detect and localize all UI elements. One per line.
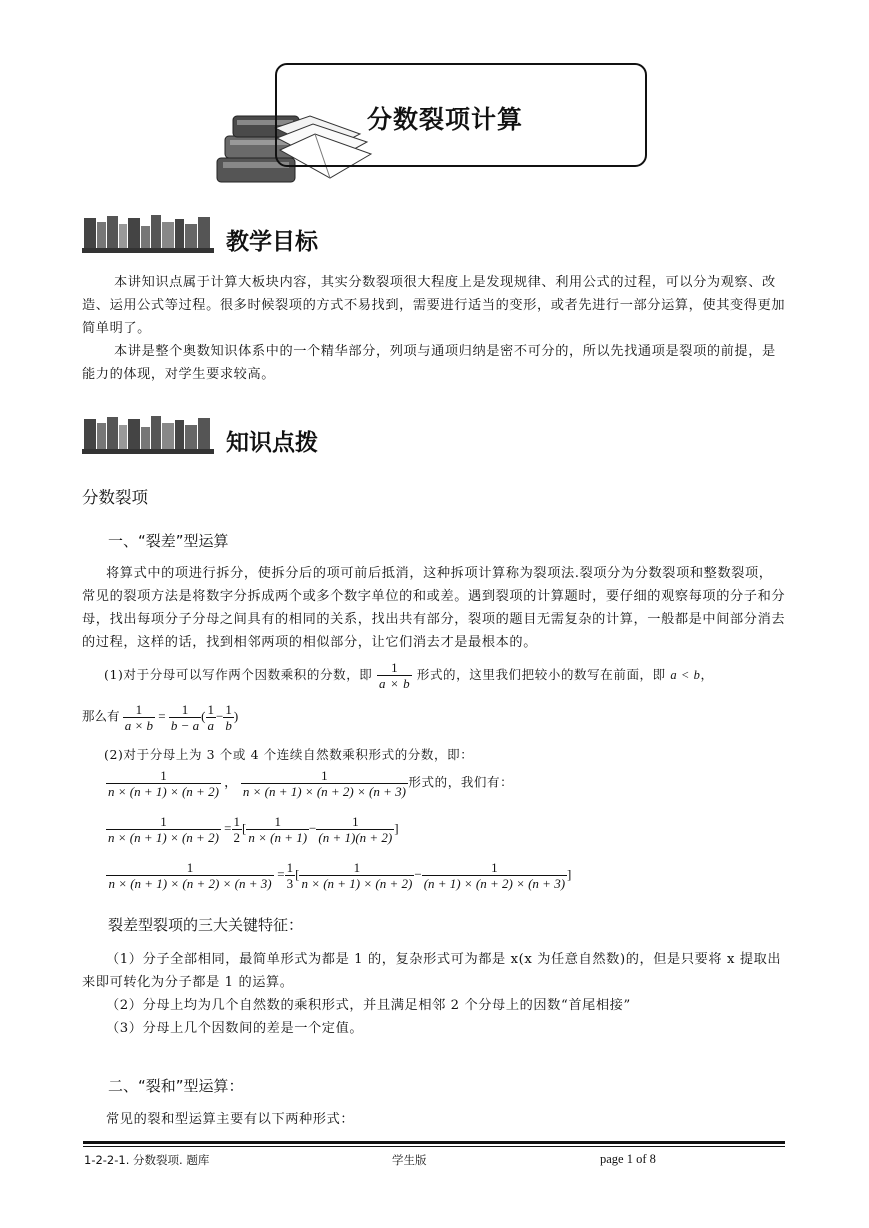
- part1-title: 一、“裂差”型运算: [108, 532, 229, 550]
- subtitle: 分数裂项: [82, 488, 148, 507]
- formula-four-factors: $\frac{1}{n \times (n + 1) \times (n + 2) \times (n + 3)}$ = $\frac{1}{3}$ [ $\frac{1}{n \times (n + 1) \times (n + 2)}$ − $\frac{1}{(n + 1) \times (n + 2) \times (n + 3)}$ ]: [108, 860, 572, 891]
- feature-1: （1）分子全部相同，最简单形式为都是 1 的，复杂形式可为都是 x(x 为任意自然数)的，但是只要将 x 提取出来即可转化为分子都是 1 的运算。: [82, 952, 782, 990]
- footer-center: 学生版: [392, 1153, 427, 1167]
- footer-rule-thin: [83, 1146, 785, 1147]
- feature-3: （3）分母上几个因数间的差是一个定值。: [106, 1021, 364, 1036]
- part1-paragraph: 将算式中的项进行拆分，使拆分后的项可前后抵消，这种拆项计算称为裂项法.裂项分为分数裂项和整数裂项，常见的裂项方法是将数字分拆成两个或多个数字单位的和或差。遇到裂项的计算题时，要仔细的观察每项的分子和分母，找出每项分子分母之间具有的相同的关系，找出共有部分，裂项的题目无需复杂的计算，一般都是中间部分消去的过程，这样的话，找到相邻两项的相似部分，让它们消去才是最根本的。: [82, 566, 786, 650]
- fraction-1-over-ab: $\frac{1}{a \times b}$: [379, 660, 411, 691]
- goal-paragraph-2: 本讲是整个奥数知识体系中的一个精华部分，列项与通项归纳是密不可分的，所以先找通项是裂项的前提，是能力的体现，对学生要求较高。: [82, 344, 776, 382]
- page-title: 分数裂项计算: [367, 105, 524, 134]
- footer-page-number: page 1 of 8: [600, 1152, 656, 1166]
- section-heading-knowledge: 知识点拨: [226, 430, 318, 456]
- goal-paragraph-1: 本讲知识点属于计算大板块内容，其实分数裂项很大程度上是发现规律、利用公式的过程，可以分为观察、改造、运用公式等过程。很多时候裂项的方式不易找到，需要进行适当的变形，或者先进行一部分运算，使其变得更加简单明了。: [82, 275, 786, 336]
- item1-line: (1)对于分母可以写作两个因数乘积的分数，即 $\frac{1}{a \times b}$ 形式的，这里我们把较小的数写在前面，即 a < b，: [104, 660, 714, 691]
- footer-rule: [83, 1141, 785, 1144]
- item2-line: (2)对于分母上为 3 个或 4 个连续自然数乘积形式的分数，即：: [104, 747, 474, 762]
- features-title: 裂差型裂项的三大关键特征：: [108, 916, 304, 934]
- formula-three-factors: $\frac{1}{n \times (n + 1) \times (n + 2)}$ = $\frac{1}{2}$ [ $\frac{1}{n \times (n + 1)}$ − $\frac{1}{(n + 1)(n + 2)}$ ]: [108, 814, 399, 845]
- part2-paragraph: 常见的裂和型运算主要有以下两种形式：: [106, 1112, 355, 1127]
- bookshelf-icon: [82, 212, 214, 254]
- item2-forms: $\frac{1}{n \times (n + 1) \times (n + 2)}$ ， $\frac{1}{n \times (n + 1) \times (n + 2) \times (n + 3)}$ 形式的，我们有：: [108, 768, 514, 799]
- section-heading-goal: 教学目标: [226, 229, 318, 255]
- footer-left: 1-2-2-1. 分数裂项. 题库: [84, 1153, 210, 1167]
- bookshelf-icon: [82, 413, 214, 455]
- item1-formula: 那么有 $\frac{1}{a \times b}$ = $\frac{1}{b - a}$ ( $\frac{1}{a}$ − $\frac{1}{b}$ ): [82, 702, 239, 733]
- feature-2: （2）分母上均为几个自然数的乘积形式，并且满足相邻 2 个分母上的因数“首尾相接”: [106, 998, 631, 1013]
- part2-title: 二、“裂和”型运算：: [108, 1077, 244, 1095]
